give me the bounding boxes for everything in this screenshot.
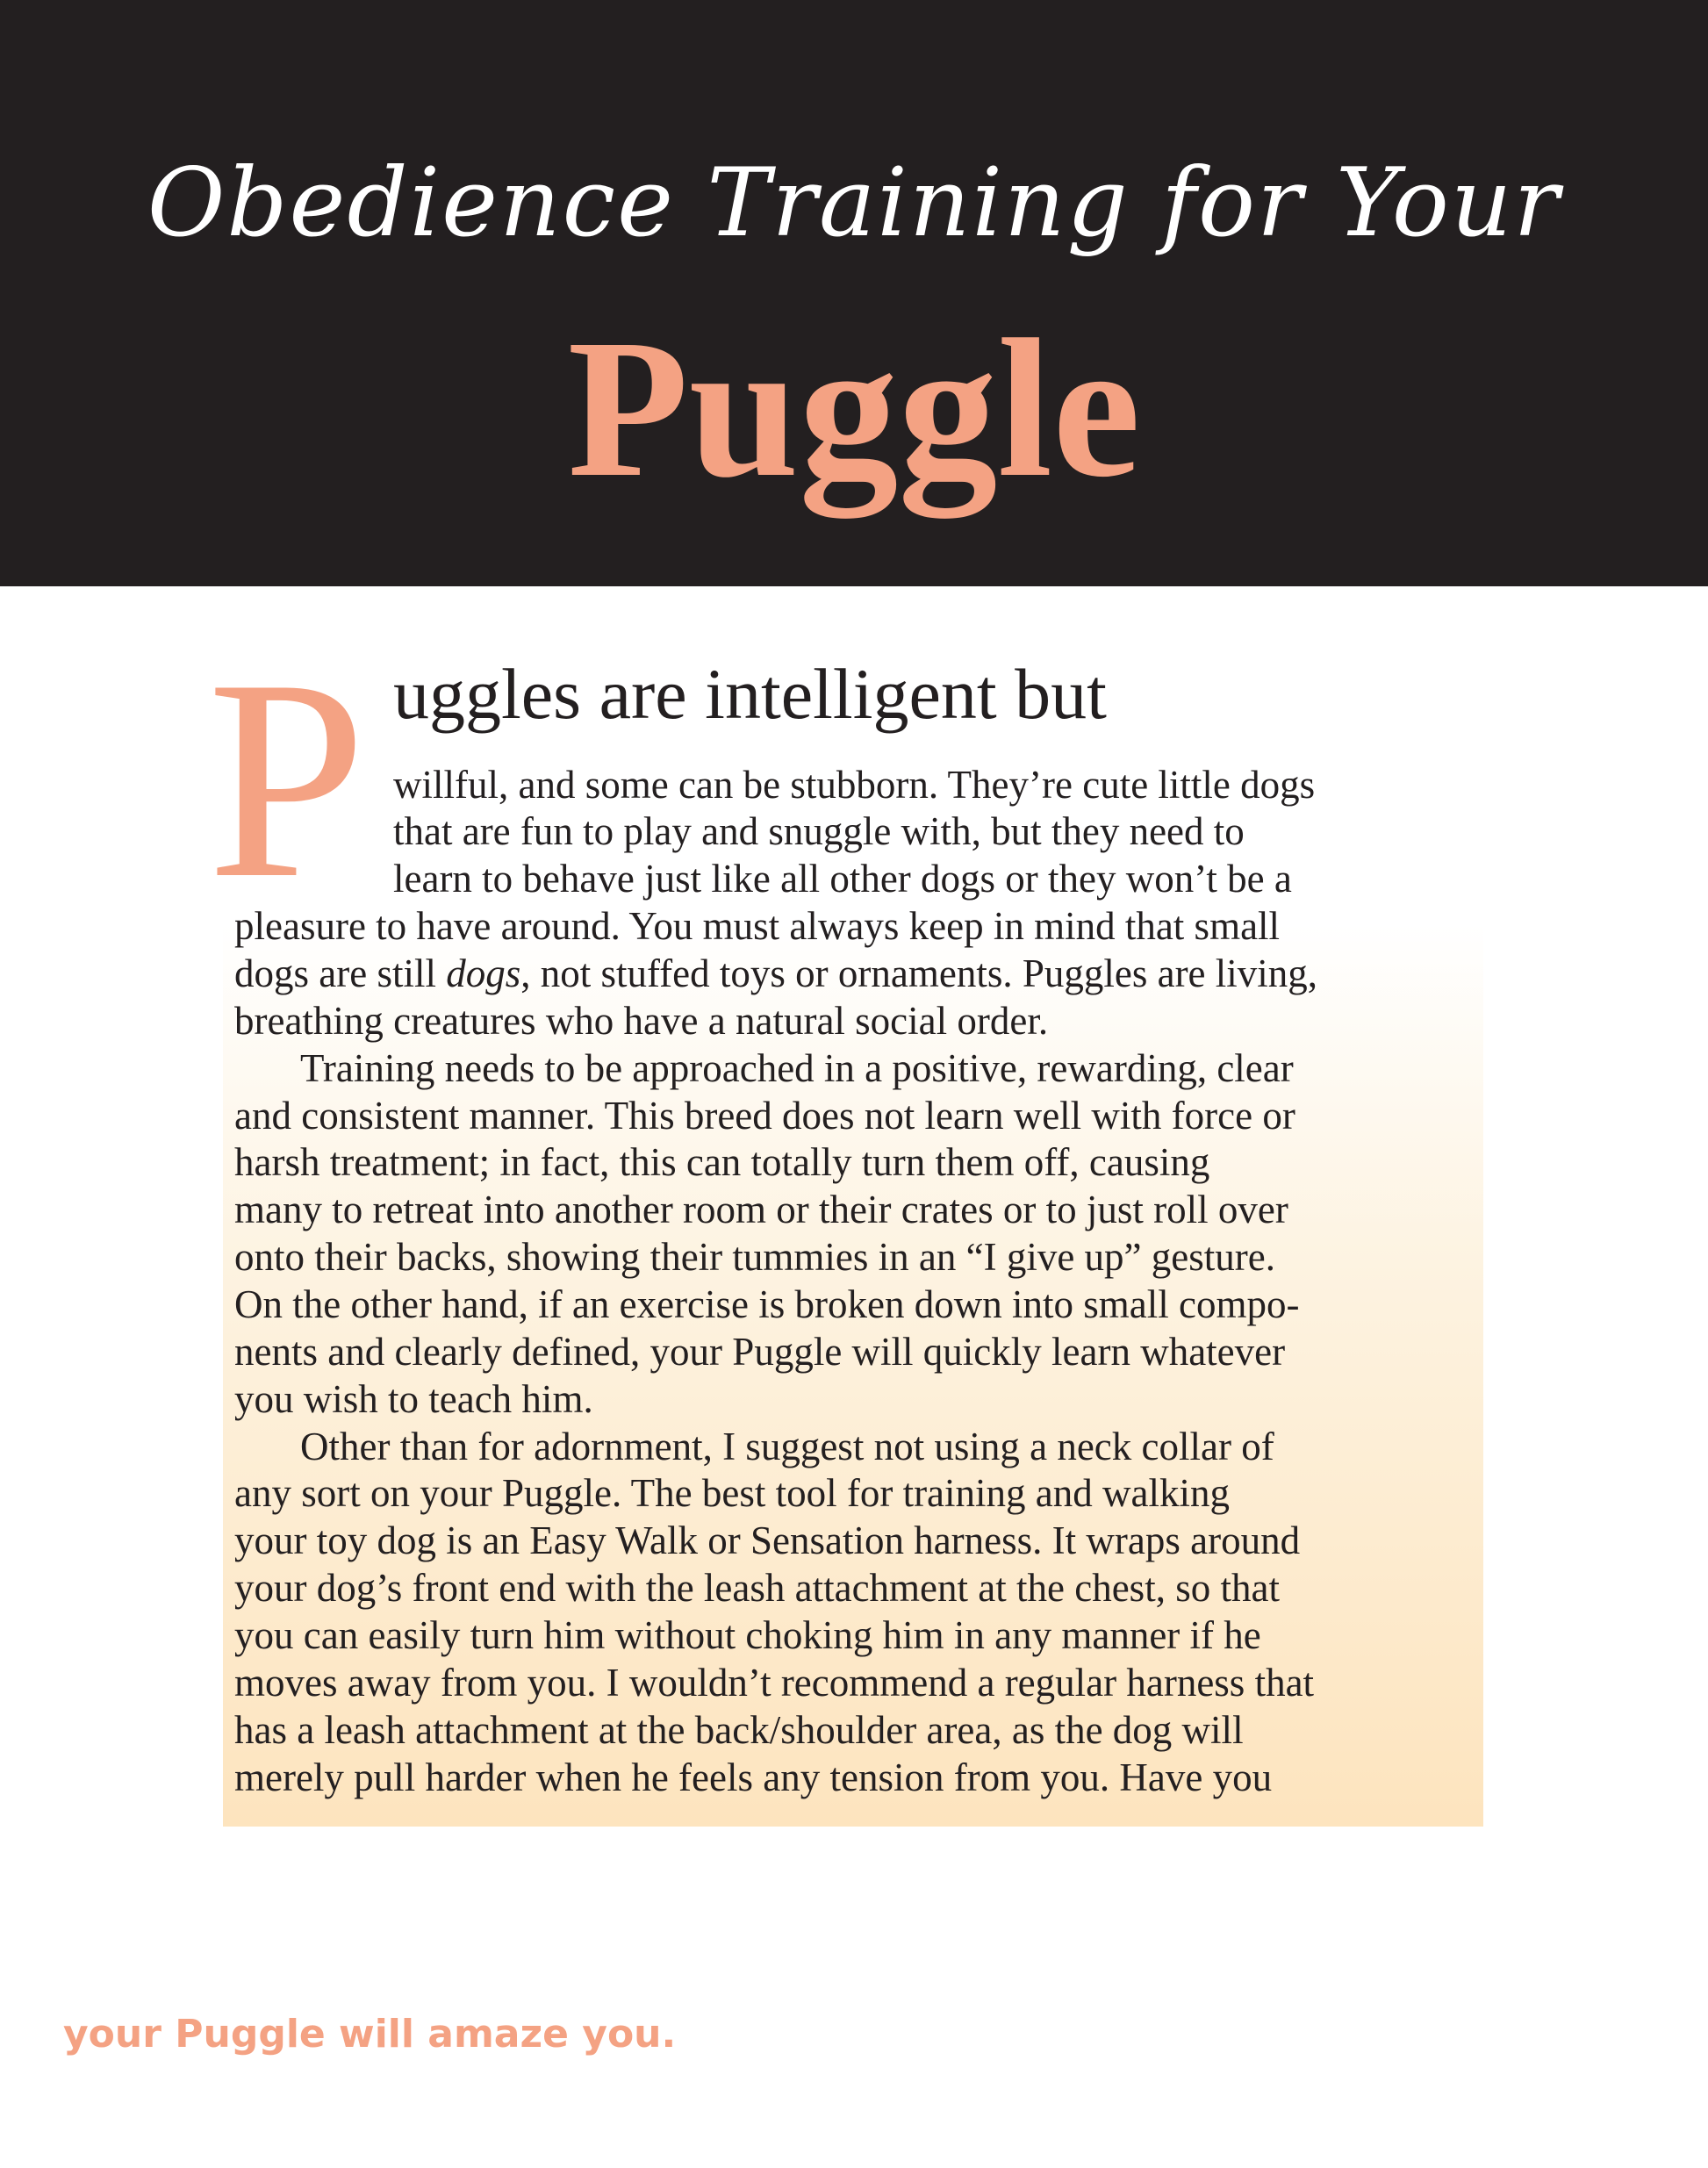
article-line: your dog’s front end with the leash attachment at the chest, so that	[234, 1566, 1280, 1610]
article-line: breathing creatures who have a natural social order.	[234, 999, 1049, 1043]
article-line: learn to behave just like all other dogs or they won’t be a	[393, 857, 1292, 901]
article-line: merely pull harder when he feels any tension from you. Have you	[234, 1755, 1273, 1799]
article-line: you can easily turn him without choking him in any manner if he	[234, 1613, 1261, 1657]
article-line: your toy dog is an Easy Walk or Sensation harness. It wraps around	[234, 1518, 1301, 1562]
article-line: nents and clearly defined, your Puggle will quickly learn whatever	[234, 1330, 1286, 1374]
article-line: Other than for adornment, I suggest not using a neck collar of	[300, 1425, 1274, 1468]
article-line: onto their backs, showing their tummies in an “I give up” gesture.	[234, 1235, 1275, 1279]
article-line: you wish to teach him.	[234, 1377, 593, 1421]
pullquote: your Puggle will amaze you.	[63, 2012, 677, 2057]
header-title: Puggle	[567, 298, 1141, 518]
article-line: that are fun to play and snuggle with, but they need to	[393, 809, 1245, 853]
header-subtitle: Obedience Training for Your	[147, 148, 1561, 258]
article-line: willful, and some can be stubborn. They’re cute little dogs	[393, 763, 1316, 807]
article-line: dogs are still dogs, not stuffed toys or ornaments. Puggles are living,	[234, 951, 1318, 995]
article-line: has a leash attachment at the back/shoulder area, as the dog will	[234, 1708, 1244, 1752]
article-line: Training needs to be approached in a positive, rewarding, clear	[300, 1046, 1294, 1090]
article-line: harsh treatment; in fact, this can totally turn them off, causing	[234, 1140, 1210, 1184]
article-line: moves away from you. I wouldn’t recommend a regular harness that	[234, 1661, 1315, 1705]
article-line: many to retreat into another room or their crates or to just roll over	[234, 1188, 1288, 1231]
article-line: On the other hand, if an exercise is broken down into small compo-	[234, 1282, 1300, 1326]
article-line: any sort on your Puggle. The best tool for training and walking	[234, 1471, 1230, 1515]
drop-cap: P	[207, 620, 367, 937]
article-line: and consistent manner. This breed does not learn well with force or	[234, 1094, 1295, 1138]
header-banner	[0, 0, 1708, 586]
article-line: pleasure to have around. You must always keep in mind that small	[234, 904, 1281, 948]
article-lead: uggles are intelligent but	[393, 654, 1107, 734]
